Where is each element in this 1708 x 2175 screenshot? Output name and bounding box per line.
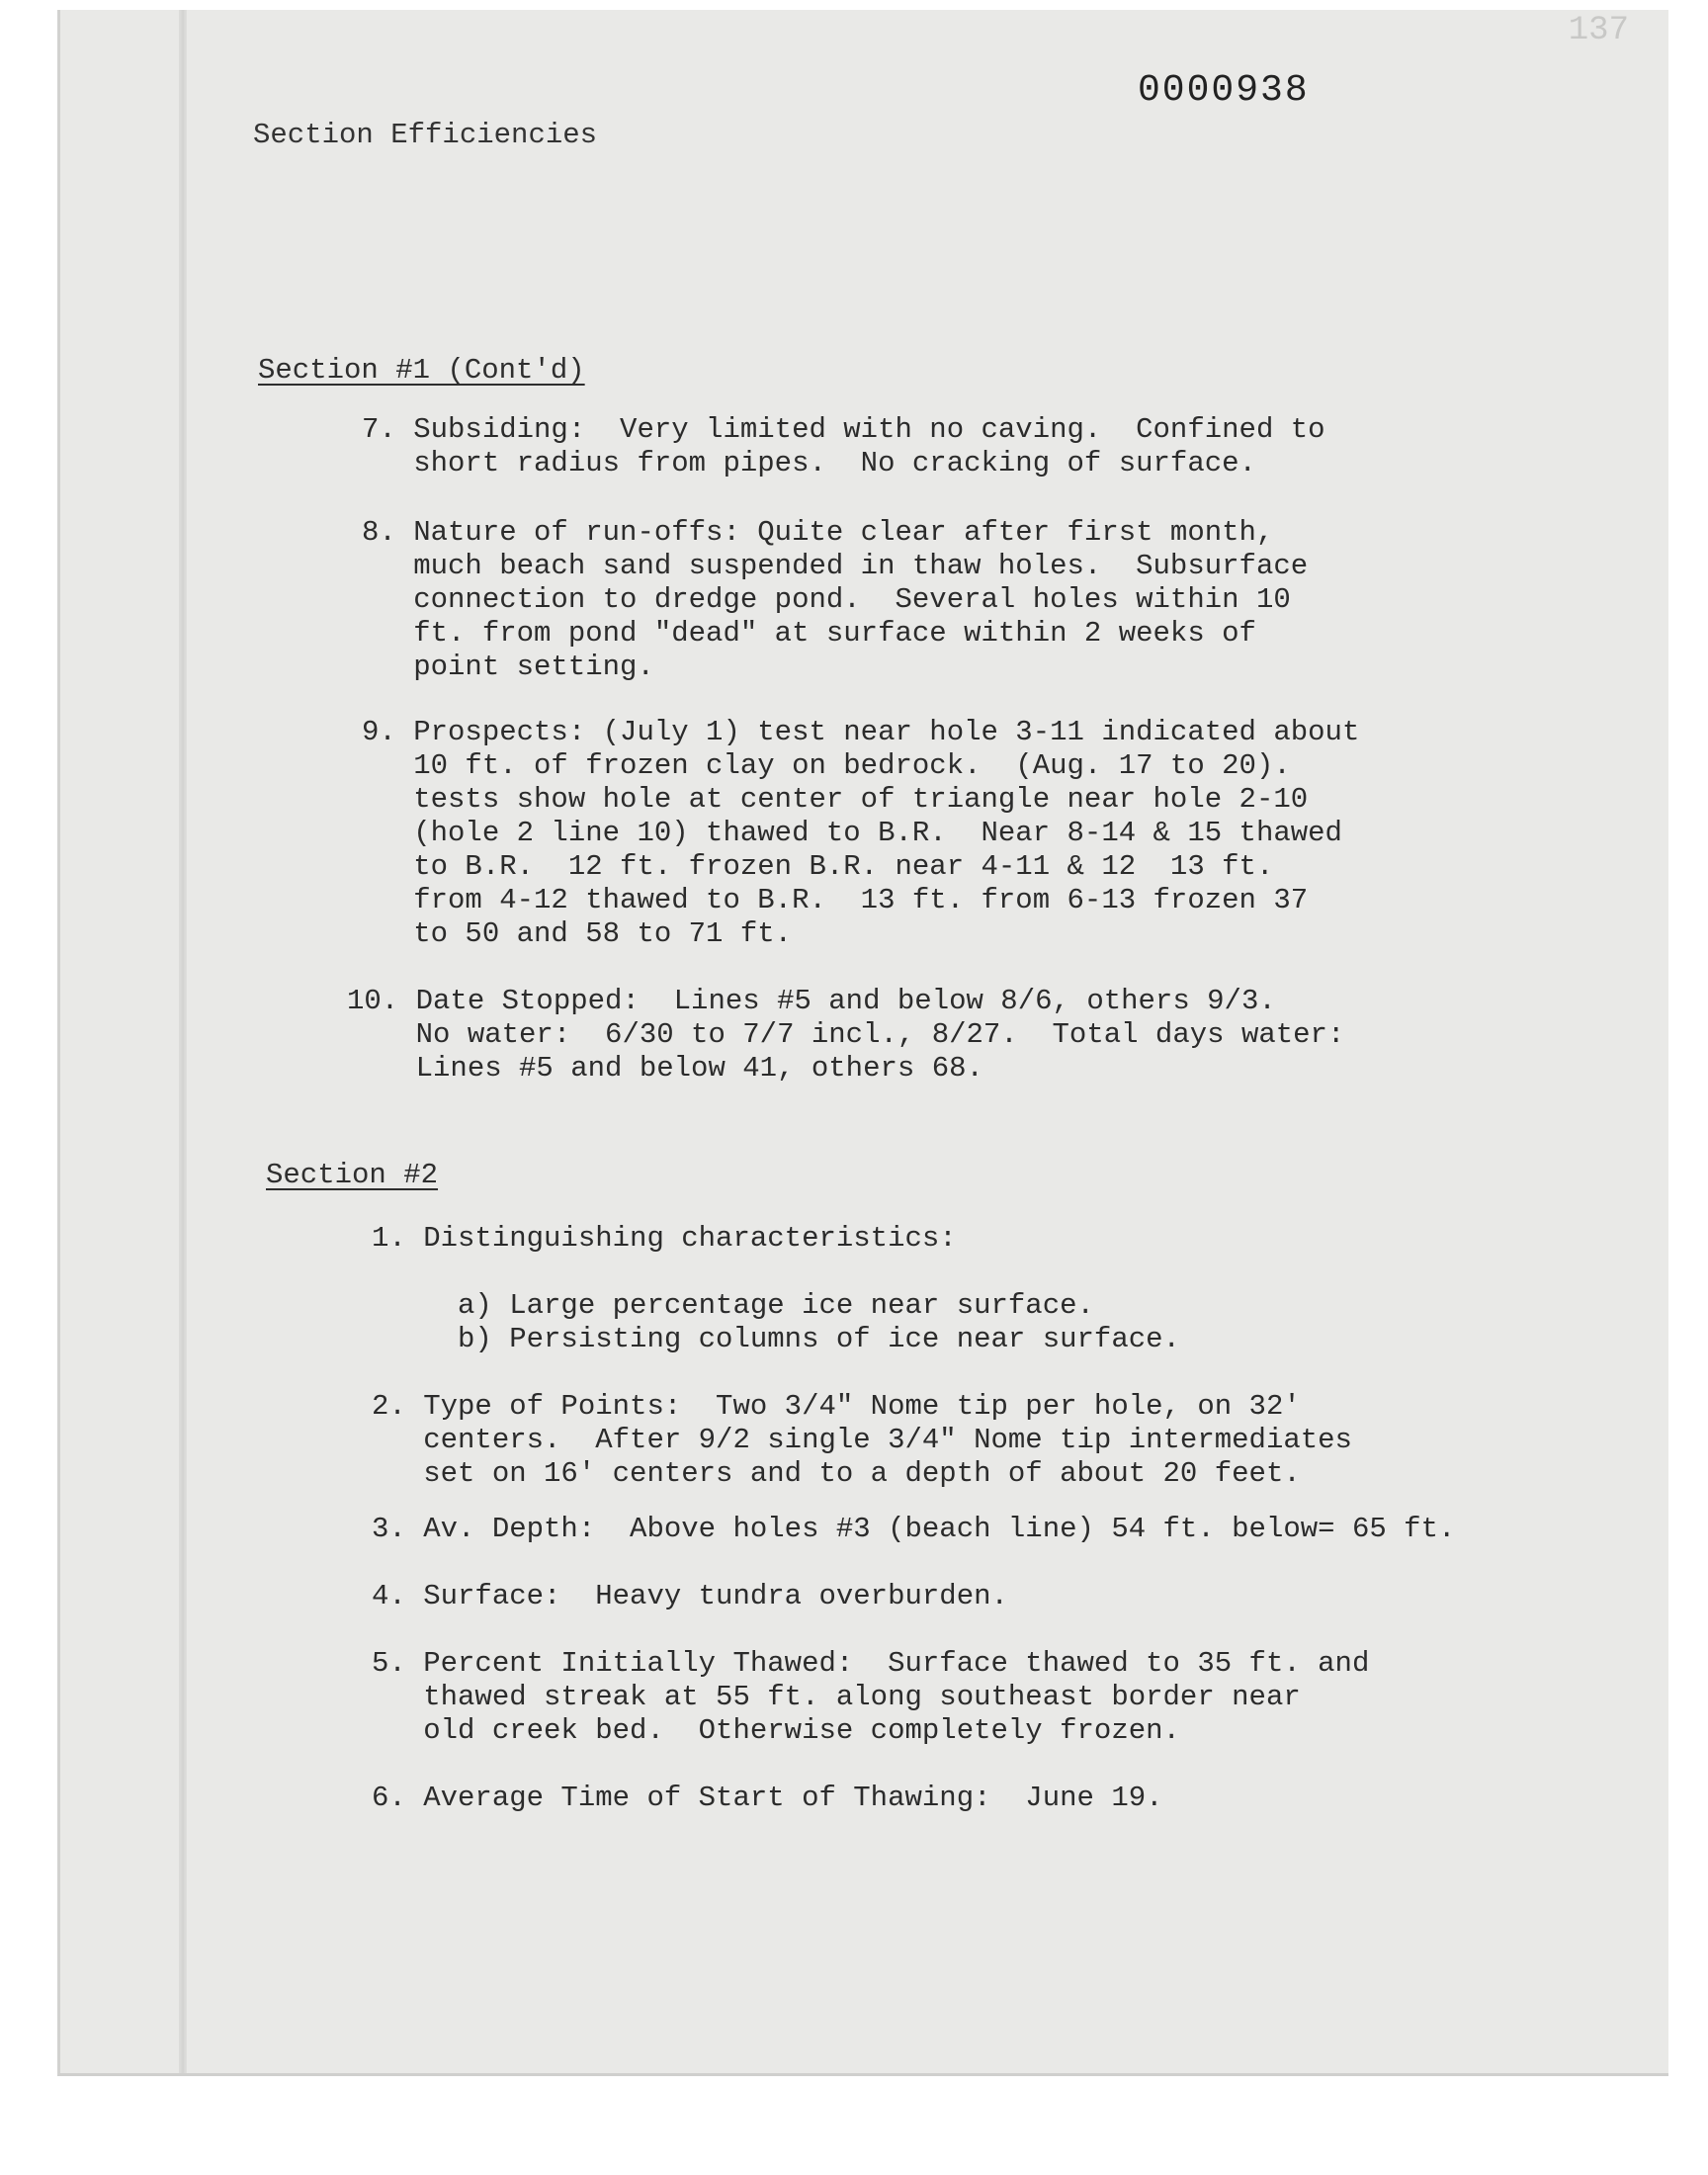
section-1-item-9 [362, 716, 1359, 951]
text-line: ft. from pond "dead" at surface within 2 weeks of [362, 617, 1256, 650]
section-2-item-5 [372, 1647, 1369, 1748]
text-line: (hole 2 line 10) thawed to B.R. Near 8-14 & 15 thawed [362, 817, 1342, 849]
text-line: No water: 6/30 to 7/7 incl., 8/27. Total days water: [347, 1018, 1345, 1051]
text-line: b) Persisting columns of ice near surface. [372, 1323, 1180, 1355]
section-2-item-1 [372, 1222, 957, 1256]
text-line: to 50 and 58 to 71 ft. [362, 917, 793, 950]
text-line: Lines #5 and below 41, others 68. [347, 1052, 983, 1085]
section-2-item-3 [372, 1513, 1455, 1546]
text-line: 4. Surface: Heavy tundra overburden. [372, 1580, 1008, 1612]
text-line: 10 ft. of frozen clay on bedrock. (Aug. 17 to 20). [362, 749, 1291, 782]
section-1-item-7 [362, 413, 1325, 480]
document-page [57, 10, 1668, 2076]
text-line: 5. Percent Initially Thawed: Surface thawed to 35 ft. and [372, 1647, 1370, 1680]
section-2-item-2 [372, 1390, 1352, 1491]
text-line: point setting. [362, 651, 654, 683]
text-line: much beach sand suspended in thaw holes. Subsurface [362, 550, 1309, 582]
document-number: 0000938 [1138, 69, 1310, 112]
section-2-item-4 [372, 1580, 1008, 1613]
text-line: centers. After 9/2 single 3/4" Nome tip intermediates [372, 1424, 1352, 1456]
text-line: set on 16' centers and to a depth of about 20 feet. [372, 1457, 1301, 1490]
text-line: thawed streak at 55 ft. along southeast border near [372, 1681, 1301, 1713]
section-1-item-8 [362, 516, 1308, 684]
section-2-item-6 [372, 1782, 1163, 1815]
text-line: short radius from pipes. No cracking of surface. [362, 447, 1256, 479]
page-number: 137 [1568, 12, 1629, 49]
section-2-item-1-subitems [372, 1289, 1180, 1356]
section-1-item-10 [347, 985, 1344, 1086]
text-line: 8. Nature of run-offs: Quite clear after first month, [362, 516, 1274, 549]
text-line: old creek bed. Otherwise completely frozen. [372, 1714, 1180, 1747]
text-line: to B.R. 12 ft. frozen B.R. near 4-11 & 12 13 ft. [362, 850, 1274, 883]
text-line: 1. Distinguishing characteristics: [372, 1222, 957, 1255]
section-1-heading: Section #1 (Cont'd) [258, 354, 585, 387]
page-header: Section Efficiencies [253, 119, 598, 151]
text-line: 9. Prospects: (July 1) test near hole 3-11 indicated about [362, 716, 1360, 748]
binding-shadow [179, 10, 187, 2076]
text-line: 7. Subsiding: Very limited with no caving. Confined to [362, 413, 1325, 446]
text-line: 2. Type of Points: Two 3/4" Nome tip per hole, on 32' [372, 1390, 1301, 1423]
text-line: 10. Date Stopped: Lines #5 and below 8/6, others 9/3. [347, 985, 1276, 1017]
text-line: tests show hole at center of triangle near hole 2-10 [362, 783, 1309, 816]
text-line: a) Large percentage ice near surface. [372, 1289, 1094, 1322]
text-line: connection to dredge pond. Several holes within 10 [362, 583, 1291, 616]
text-line: from 4-12 thawed to B.R. 13 ft. from 6-13 frozen 37 [362, 884, 1309, 916]
text-line: 6. Average Time of Start of Thawing: June 19. [372, 1782, 1163, 1814]
text-line: 3. Av. Depth: Above holes #3 (beach line) 54 ft. below= 65 ft. [372, 1513, 1456, 1545]
section-2-heading: Section #2 [266, 1159, 439, 1191]
